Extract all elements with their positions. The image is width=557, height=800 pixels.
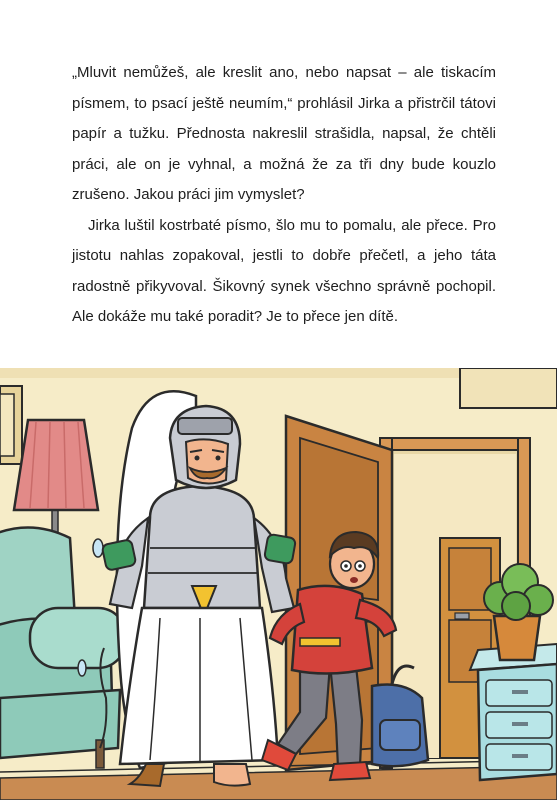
illustration-room-scene bbox=[0, 368, 557, 800]
story-paragraph-2: Jirka luštil kostrbaté písmo, šlo mu to pomalu, ale přece. Pro jistotu nahlas zopakoval, jestli to dobře přečetl, a jeho táta radostně přikyvoval. Šikovný synek všechno správně pochopil. Ale dokáže mu také poradit? Je to přece jen dítě. bbox=[72, 216, 496, 325]
story-paragraph-1: „Mluvit nemůžeš, ale kreslit ano, nebo napsat – ale tiskacím písmem, to psací ještě neumím,“ prohlásil Jirka a přistrčil tátovi papír a tužku. Přednosta nakreslil strašidla, napsal, že chtěli práci, ale on je vyhnal, a možná že za tři dny bude kouzlo zrušeno. Jakou práci jim vymyslet? bbox=[72, 64, 496, 203]
cabinet-icon bbox=[470, 644, 557, 780]
picture-frame-icon bbox=[0, 386, 22, 464]
picture-frame-right-icon bbox=[460, 368, 557, 408]
story-text bbox=[72, 58, 496, 333]
